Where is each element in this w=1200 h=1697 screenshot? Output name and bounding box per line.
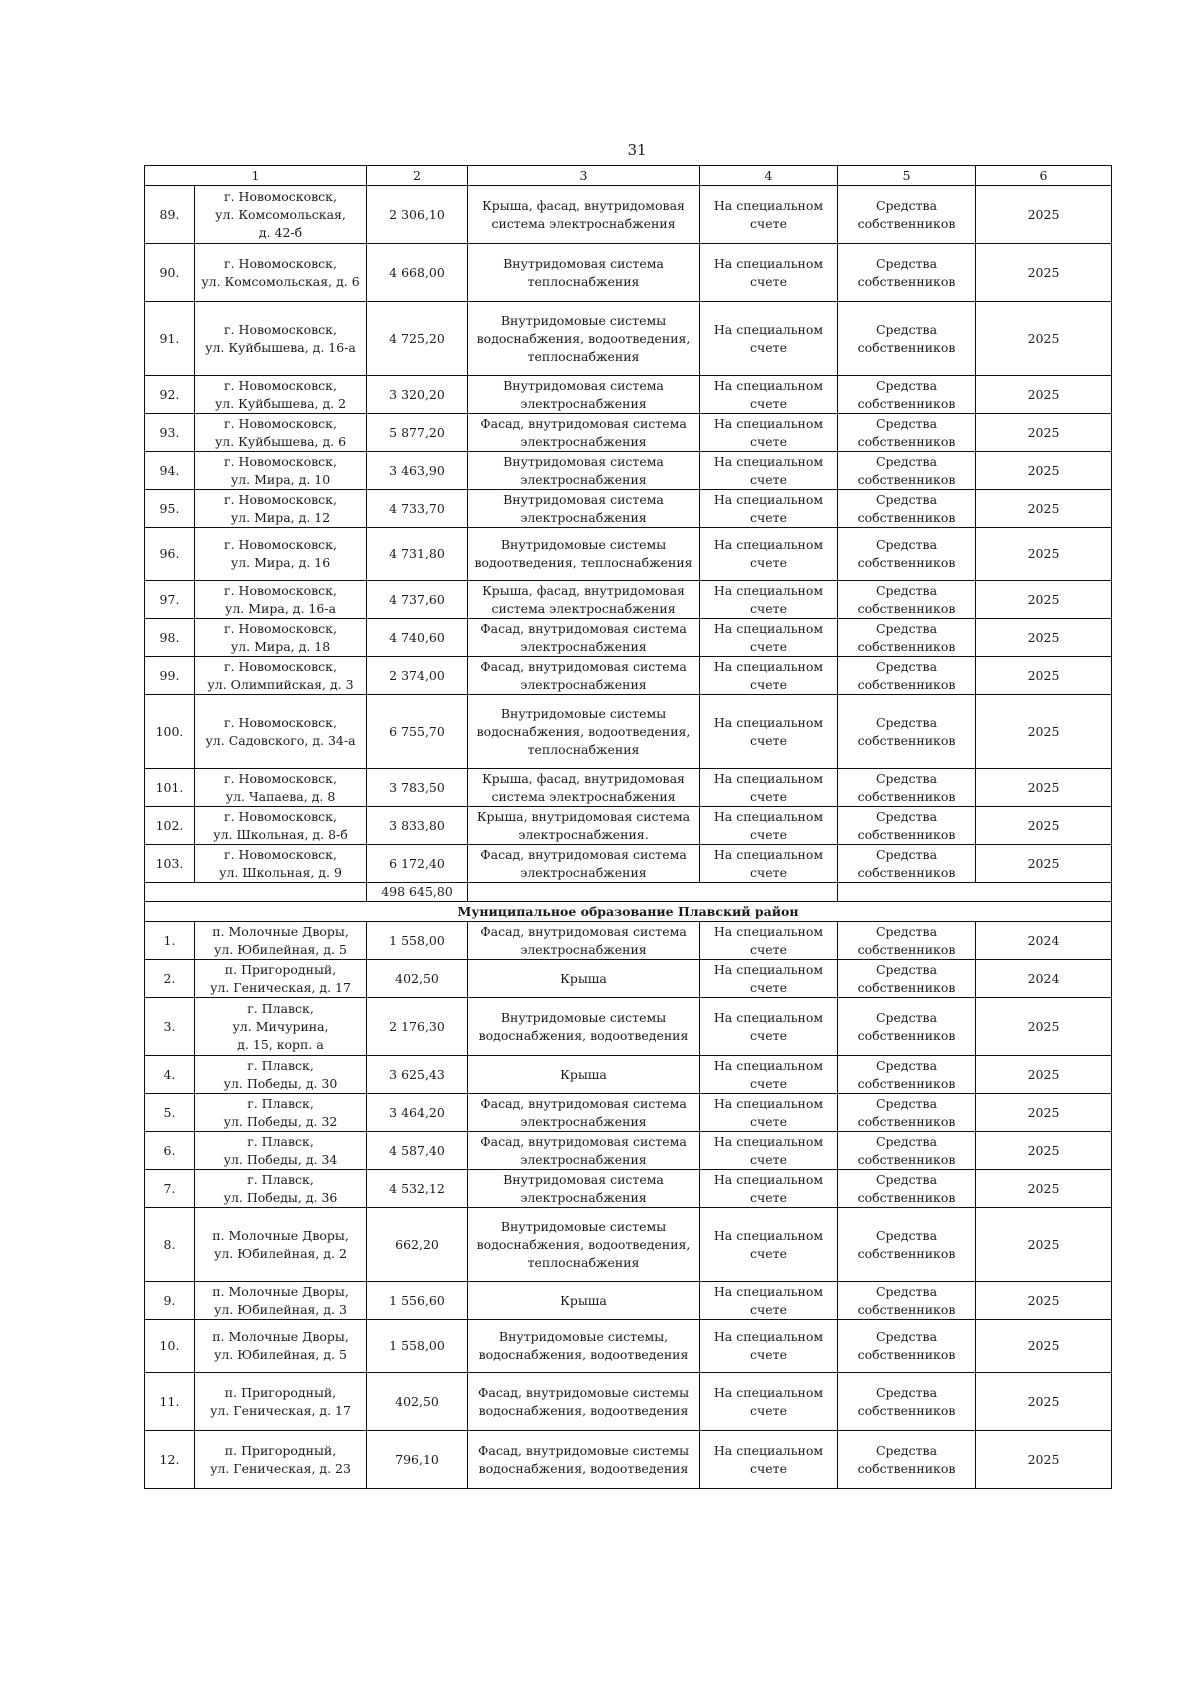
funds-cell: Средства собственников <box>838 1170 976 1208</box>
works-cell: Фасад, внутридомовая система электроснабжения <box>468 845 700 883</box>
year-cell: 2025 <box>976 1094 1112 1132</box>
works-cell: Крыша <box>468 1056 700 1094</box>
year-cell: 2025 <box>976 302 1112 376</box>
works-cell: Внутридомовая система электроснабжения <box>468 452 700 490</box>
row-number: 100. <box>145 695 195 769</box>
table-row <box>145 452 1112 490</box>
year-cell: 2025 <box>976 1373 1112 1431</box>
area-cell: 4 587,40 <box>367 1132 468 1170</box>
table-row <box>145 1373 1112 1431</box>
area-cell: 5 877,20 <box>367 414 468 452</box>
address-cell: п. Пригородный, ул. Геническая, д. 17 <box>195 960 367 998</box>
address-cell: г. Новомосковск, ул. Школьная, д. 9 <box>195 845 367 883</box>
table-row <box>145 581 1112 619</box>
funds-cell: Средства собственников <box>838 1373 976 1431</box>
row-number: 7. <box>145 1170 195 1208</box>
table-row <box>145 414 1112 452</box>
account-cell: На специальном счете <box>700 452 838 490</box>
table-row <box>145 528 1112 581</box>
area-cell: 1 556,60 <box>367 1282 468 1320</box>
address-cell: г. Новомосковск, ул. Мира, д. 12 <box>195 490 367 528</box>
year-cell: 2025 <box>976 244 1112 302</box>
area-cell: 662,20 <box>367 1208 468 1282</box>
row-number: 10. <box>145 1320 195 1373</box>
address-cell: г. Новомосковск, ул. Мира, д. 10 <box>195 452 367 490</box>
address-cell: г. Новомосковск, ул. Садовского, д. 34-а <box>195 695 367 769</box>
account-cell: На специальном счете <box>700 1282 838 1320</box>
address-cell: п. Молочные Дворы, ул. Юбилейная, д. 5 <box>195 922 367 960</box>
address-cell: г. Новомосковск, ул. Олимпийская, д. 3 <box>195 657 367 695</box>
row-number: 93. <box>145 414 195 452</box>
works-cell: Внутридомовые системы водоснабжения, водоотведения, теплоснабжения <box>468 1208 700 1282</box>
table-row <box>145 302 1112 376</box>
works-cell: Внутридомовые системы водоснабжения, водоотведения <box>468 998 700 1056</box>
funds-cell: Средства собственников <box>838 581 976 619</box>
column-header-4: 4 <box>700 166 838 186</box>
year-cell: 2025 <box>976 581 1112 619</box>
subtotal-empty-cell <box>838 883 1112 902</box>
column-header-6: 6 <box>976 166 1112 186</box>
works-cell: Крыша, внутридомовая система электроснабжения. <box>468 807 700 845</box>
row-number: 8. <box>145 1208 195 1282</box>
column-header-1: 1 <box>145 166 367 186</box>
section-title: Муниципальное образование Плавский район <box>145 902 1112 922</box>
year-cell: 2025 <box>976 414 1112 452</box>
table-row <box>145 960 1112 998</box>
year-cell: 2025 <box>976 845 1112 883</box>
works-cell: Фасад, внутридомовая система электроснабжения <box>468 1132 700 1170</box>
funds-cell: Средства собственников <box>838 960 976 998</box>
account-cell: На специальном счете <box>700 1056 838 1094</box>
year-cell: 2025 <box>976 1056 1112 1094</box>
table-row <box>145 657 1112 695</box>
year-cell: 2025 <box>976 807 1112 845</box>
area-cell: 4 737,60 <box>367 581 468 619</box>
row-number: 89. <box>145 186 195 244</box>
year-cell: 2025 <box>976 998 1112 1056</box>
address-cell: п. Пригородный, ул. Геническая, д. 17 <box>195 1373 367 1431</box>
row-number: 90. <box>145 244 195 302</box>
funds-cell: Средства собственников <box>838 695 976 769</box>
funds-cell: Средства собственников <box>838 452 976 490</box>
column-header-2: 2 <box>367 166 468 186</box>
table-row <box>145 619 1112 657</box>
address-cell: г. Новомосковск, ул. Комсомольская, д. 42-б <box>195 186 367 244</box>
subtotal-area: 498 645,80 <box>367 883 468 902</box>
account-cell: На специальном счете <box>700 1373 838 1431</box>
funds-cell: Средства собственников <box>838 302 976 376</box>
account-cell: На специальном счете <box>700 960 838 998</box>
column-number-row <box>145 166 1112 186</box>
year-cell: 2025 <box>976 657 1112 695</box>
account-cell: На специальном счете <box>700 244 838 302</box>
address-cell: п. Молочные Дворы, ул. Юбилейная, д. 2 <box>195 1208 367 1282</box>
year-cell: 2025 <box>976 490 1112 528</box>
row-number: 99. <box>145 657 195 695</box>
area-cell: 1 558,00 <box>367 1320 468 1373</box>
works-cell: Крыша, фасад, внутридомовая система электроснабжения <box>468 581 700 619</box>
funds-cell: Средства собственников <box>838 414 976 452</box>
works-cell: Крыша <box>468 1282 700 1320</box>
address-cell: г. Новомосковск, ул. Куйбышева, д. 16-а <box>195 302 367 376</box>
works-cell: Крыша, фасад, внутридомовая система электроснабжения <box>468 769 700 807</box>
works-cell: Внутридомовая система электроснабжения <box>468 1170 700 1208</box>
year-cell: 2025 <box>976 1170 1112 1208</box>
table-row <box>145 1170 1112 1208</box>
area-cell: 402,50 <box>367 960 468 998</box>
funds-cell: Средства собственников <box>838 1056 976 1094</box>
area-cell: 4 731,80 <box>367 528 468 581</box>
area-cell: 4 532,12 <box>367 1170 468 1208</box>
area-cell: 402,50 <box>367 1373 468 1431</box>
row-number: 12. <box>145 1431 195 1489</box>
area-cell: 4 725,20 <box>367 302 468 376</box>
works-cell: Внутридомовые системы водоснабжения, водоотведения, теплоснабжения <box>468 302 700 376</box>
funds-cell: Средства собственников <box>838 1431 976 1489</box>
table-row <box>145 1132 1112 1170</box>
account-cell: На специальном счете <box>700 528 838 581</box>
row-number: 92. <box>145 376 195 414</box>
address-cell: г. Плавск, ул. Победы, д. 32 <box>195 1094 367 1132</box>
row-number: 9. <box>145 1282 195 1320</box>
address-cell: п. Молочные Дворы, ул. Юбилейная, д. 5 <box>195 1320 367 1373</box>
funds-cell: Средства собственников <box>838 1208 976 1282</box>
account-cell: На специальном счете <box>700 619 838 657</box>
works-cell: Фасад, внутридомовые системы водоснабжения, водоотведения <box>468 1373 700 1431</box>
funds-cell: Средства собственников <box>838 244 976 302</box>
row-number: 11. <box>145 1373 195 1431</box>
account-cell: На специальном счете <box>700 1132 838 1170</box>
funds-cell: Средства собственников <box>838 769 976 807</box>
row-number: 95. <box>145 490 195 528</box>
account-cell: На специальном счете <box>700 1320 838 1373</box>
address-cell: г. Новомосковск, ул. Куйбышева, д. 2 <box>195 376 367 414</box>
funds-cell: Средства собственников <box>838 922 976 960</box>
table-row <box>145 186 1112 244</box>
page-number: 31 <box>627 141 647 159</box>
subtotal-row <box>145 883 1112 902</box>
funds-cell: Средства собственников <box>838 1094 976 1132</box>
account-cell: На специальном счете <box>700 998 838 1056</box>
address-cell: г. Плавск, ул. Победы, д. 36 <box>195 1170 367 1208</box>
funds-cell: Средства собственников <box>838 619 976 657</box>
address-cell: г. Плавск, ул. Победы, д. 30 <box>195 1056 367 1094</box>
table-row <box>145 1094 1112 1132</box>
subtotal-label-cell <box>145 883 367 902</box>
address-cell: г. Новомосковск, ул. Куйбышева, д. 6 <box>195 414 367 452</box>
area-cell: 3 833,80 <box>367 807 468 845</box>
address-cell: г. Новомосковск, ул. Школьная, д. 8-б <box>195 807 367 845</box>
address-cell: г. Плавск, ул. Мичурина, д. 15, корп. а <box>195 998 367 1056</box>
row-number: 102. <box>145 807 195 845</box>
works-cell: Внутридомовая система электроснабжения <box>468 376 700 414</box>
area-cell: 6 755,70 <box>367 695 468 769</box>
address-cell: г. Новомосковск, ул. Чапаева, д. 8 <box>195 769 367 807</box>
year-cell: 2025 <box>976 1320 1112 1373</box>
works-cell: Внутридомовые системы водоотведения, теплоснабжения <box>468 528 700 581</box>
area-cell: 6 172,40 <box>367 845 468 883</box>
row-number: 96. <box>145 528 195 581</box>
account-cell: На специальном счете <box>700 845 838 883</box>
year-cell: 2025 <box>976 452 1112 490</box>
area-cell: 796,10 <box>367 1431 468 1489</box>
table-row <box>145 1320 1112 1373</box>
table-row <box>145 695 1112 769</box>
account-cell: На специальном счете <box>700 1431 838 1489</box>
row-number: 4. <box>145 1056 195 1094</box>
year-cell: 2025 <box>976 769 1112 807</box>
table-row <box>145 845 1112 883</box>
works-cell: Внутридомовые системы водоснабжения, водоотведения, теплоснабжения <box>468 695 700 769</box>
funds-cell: Средства собственников <box>838 376 976 414</box>
account-cell: На специальном счете <box>700 186 838 244</box>
row-number: 91. <box>145 302 195 376</box>
account-cell: На специальном счете <box>700 302 838 376</box>
table-row <box>145 490 1112 528</box>
funds-cell: Средства собственников <box>838 657 976 695</box>
works-cell: Крыша, фасад, внутридомовая система электроснабжения <box>468 186 700 244</box>
area-cell: 4 733,70 <box>367 490 468 528</box>
account-cell: На специальном счете <box>700 695 838 769</box>
works-cell: Внутридомовые системы, водоснабжения, водоотведения <box>468 1320 700 1373</box>
year-cell: 2024 <box>976 922 1112 960</box>
table-row <box>145 376 1112 414</box>
funds-cell: Средства собственников <box>838 186 976 244</box>
area-cell: 2 374,00 <box>367 657 468 695</box>
year-cell: 2025 <box>976 186 1112 244</box>
table-row <box>145 1282 1112 1320</box>
row-number: 94. <box>145 452 195 490</box>
year-cell: 2025 <box>976 1282 1112 1320</box>
address-cell: п. Пригородный, ул. Геническая, д. 23 <box>195 1431 367 1489</box>
row-number: 98. <box>145 619 195 657</box>
area-cell: 3 464,20 <box>367 1094 468 1132</box>
row-number: 1. <box>145 922 195 960</box>
area-cell: 3 463,90 <box>367 452 468 490</box>
account-cell: На специальном счете <box>700 1170 838 1208</box>
address-cell: п. Молочные Дворы, ул. Юбилейная, д. 3 <box>195 1282 367 1320</box>
works-cell: Фасад, внутридомовая система электроснабжения <box>468 414 700 452</box>
works-cell: Внутридомовая система теплоснабжения <box>468 244 700 302</box>
works-cell: Внутридомовая система электроснабжения <box>468 490 700 528</box>
year-cell: 2025 <box>976 619 1112 657</box>
table-row <box>145 922 1112 960</box>
works-cell: Фасад, внутридомовая система электроснабжения <box>468 922 700 960</box>
address-cell: г. Новомосковск, ул. Мира, д. 16-а <box>195 581 367 619</box>
year-cell: 2025 <box>976 376 1112 414</box>
table-row <box>145 998 1112 1056</box>
row-number: 6. <box>145 1132 195 1170</box>
table-row <box>145 807 1112 845</box>
account-cell: На специальном счете <box>700 376 838 414</box>
funds-cell: Средства собственников <box>838 1132 976 1170</box>
row-number: 97. <box>145 581 195 619</box>
table-row <box>145 244 1112 302</box>
row-number: 5. <box>145 1094 195 1132</box>
year-cell: 2025 <box>976 1208 1112 1282</box>
year-cell: 2025 <box>976 1132 1112 1170</box>
area-cell: 4 668,00 <box>367 244 468 302</box>
works-cell: Фасад, внутридомовая система электроснабжения <box>468 619 700 657</box>
account-cell: На специальном счете <box>700 657 838 695</box>
address-cell: г. Новомосковск, ул. Мира, д. 18 <box>195 619 367 657</box>
address-cell: г. Новомосковск, ул. Комсомольская, д. 6 <box>195 244 367 302</box>
funds-cell: Средства собственников <box>838 1320 976 1373</box>
area-cell: 3 783,50 <box>367 769 468 807</box>
funds-cell: Средства собственников <box>838 490 976 528</box>
table-row <box>145 1208 1112 1282</box>
column-header-3: 3 <box>468 166 700 186</box>
address-cell: г. Плавск, ул. Победы, д. 34 <box>195 1132 367 1170</box>
table-row <box>145 769 1112 807</box>
funds-cell: Средства собственников <box>838 1282 976 1320</box>
funds-cell: Средства собственников <box>838 807 976 845</box>
section-header-row <box>145 902 1112 922</box>
account-cell: На специальном счете <box>700 922 838 960</box>
account-cell: На специальном счете <box>700 807 838 845</box>
funds-cell: Средства собственников <box>838 528 976 581</box>
area-cell: 4 740,60 <box>367 619 468 657</box>
area-cell: 2 176,30 <box>367 998 468 1056</box>
subtotal-empty-cell <box>468 883 838 902</box>
row-number: 103. <box>145 845 195 883</box>
area-cell: 3 320,20 <box>367 376 468 414</box>
area-cell: 2 306,10 <box>367 186 468 244</box>
account-cell: На специальном счете <box>700 490 838 528</box>
area-cell: 3 625,43 <box>367 1056 468 1094</box>
works-cell: Фасад, внутридомовая система электроснабжения <box>468 1094 700 1132</box>
address-cell: г. Новомосковск, ул. Мира, д. 16 <box>195 528 367 581</box>
year-cell: 2025 <box>976 528 1112 581</box>
table-row <box>145 1431 1112 1489</box>
row-number: 2. <box>145 960 195 998</box>
row-number: 3. <box>145 998 195 1056</box>
year-cell: 2025 <box>976 695 1112 769</box>
year-cell: 2024 <box>976 960 1112 998</box>
area-cell: 1 558,00 <box>367 922 468 960</box>
works-cell: Фасад, внутридомовые системы водоснабжения, водоотведения <box>468 1431 700 1489</box>
year-cell: 2025 <box>976 1431 1112 1489</box>
funds-cell: Средства собственников <box>838 845 976 883</box>
row-number: 101. <box>145 769 195 807</box>
account-cell: На специальном счете <box>700 769 838 807</box>
account-cell: На специальном счете <box>700 1094 838 1132</box>
works-cell: Крыша <box>468 960 700 998</box>
funds-cell: Средства собственников <box>838 998 976 1056</box>
column-header-5: 5 <box>838 166 976 186</box>
works-cell: Фасад, внутридомовая система электроснабжения <box>468 657 700 695</box>
account-cell: На специальном счете <box>700 581 838 619</box>
capital-repair-table <box>144 165 1112 1489</box>
table-row <box>145 1056 1112 1094</box>
account-cell: На специальном счете <box>700 414 838 452</box>
account-cell: На специальном счете <box>700 1208 838 1282</box>
